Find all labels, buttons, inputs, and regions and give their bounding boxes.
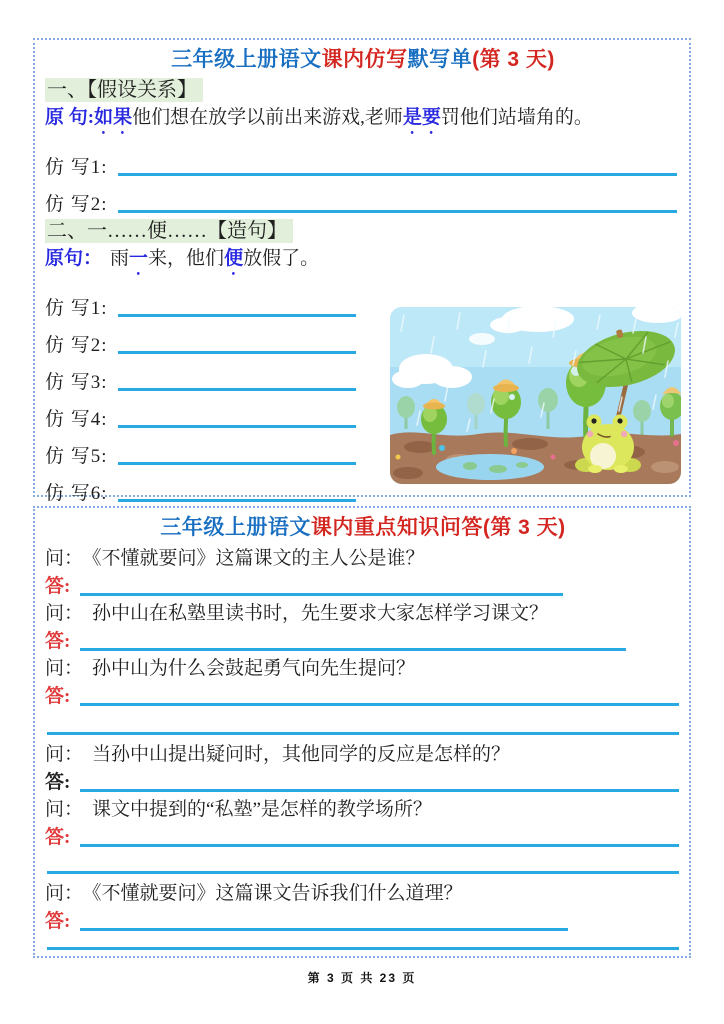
- section1-original-sentence: 原 句:如果他们想在放学以前出来游戏,老师是要罚他们站墙角的。: [45, 107, 593, 128]
- imitation-blank-row-5: 仿 写5:: [45, 431, 390, 468]
- emphasized-word: 便: [224, 248, 244, 269]
- sheet2-title-part1: 三年级上册语文: [160, 516, 311, 539]
- question-row-6: 问： 《不懂就要问》这篇课文告诉我们什么道理？: [45, 883, 463, 904]
- extra-answer-line: [47, 871, 679, 874]
- answer-blank-line: [118, 198, 677, 213]
- answer-blank-line: [80, 691, 679, 706]
- emphasized-word: 一: [129, 248, 149, 269]
- section2-original-sentence: 原句： 雨一来，他们便放假了。: [45, 248, 320, 269]
- answer-blank-line: [118, 376, 356, 391]
- answer-blank-line: [118, 161, 677, 176]
- original-label: 原 句:: [45, 107, 95, 128]
- answer-blank-line: [118, 487, 356, 502]
- imitation-blank-row-2: 仿 写2:: [45, 320, 390, 357]
- extra-answer-line: [47, 732, 679, 735]
- sheet1-title: [45, 46, 681, 73]
- imitation-blank-row-3: 仿 写3:: [45, 357, 390, 394]
- answer-row-1: 答:: [45, 572, 681, 598]
- answer-blank-line: [118, 302, 356, 317]
- imitation-blank-row-6: 仿 写6:: [45, 468, 390, 505]
- section2-heading: 二、一……便……【造句】: [45, 218, 681, 244]
- original-label: 原句：: [45, 248, 103, 269]
- imitation-blank-row-4: 仿 写4:: [45, 394, 390, 431]
- worksheet-box-imitation: [33, 38, 691, 504]
- answer-row-2: 答:: [45, 627, 681, 653]
- sheet1-title-part1: 三年级上册语文: [171, 48, 322, 71]
- extra-answer-line: [47, 947, 679, 950]
- answer-row-6: 答:: [45, 907, 681, 933]
- question-row-5: 问： 课文中提到的“私塾”是怎样的教学场所？: [45, 799, 432, 820]
- section1-heading: 一、【假设关系】: [45, 77, 681, 103]
- sheet2-title-part2: 课内重点知识问答(第 3 天): [310, 516, 566, 539]
- question-row-3: 问： 孙中山为什么会鼓起勇气向先生提问？: [45, 658, 416, 679]
- question-row-2: 问： 孙中山在私塾里读书时，先生要求大家怎样学习课文？: [45, 603, 549, 624]
- answer-blank-line: [118, 450, 356, 465]
- sheet1-title-part3: 默写单: [407, 48, 473, 71]
- sheet1-title-part4: (第 3 天): [472, 48, 555, 71]
- sheet1-title-part2: 课内仿写: [321, 48, 408, 71]
- question-row-1: 问： 《不懂就要问》这篇课文的主人公是谁？: [45, 548, 425, 569]
- imitation-blank-row-2: 仿 写2:: [45, 179, 681, 216]
- answer-blank-line: [118, 339, 356, 354]
- answer-row-3: 答:: [45, 682, 681, 708]
- answer-blank-line: [80, 777, 679, 792]
- answer-blank-line: [80, 916, 568, 931]
- page-indicator: 第 3 页 共 23 页: [307, 971, 417, 985]
- answer-blank-line: [118, 413, 356, 428]
- answer-row-4: 答:: [45, 768, 681, 794]
- emphasized-word: 如果: [94, 107, 133, 128]
- answer-blank-line: [80, 636, 626, 651]
- answer-blank-line: [80, 581, 563, 596]
- sheet2-title: [45, 514, 681, 541]
- rain-frog-illustration: [390, 307, 681, 484]
- emphasized-word: 是要: [402, 107, 441, 128]
- section2-blanks-column: [45, 283, 390, 505]
- question-row-4: 问： 当孙中山提出疑问时，其他同学的反应是怎样的？: [45, 744, 511, 765]
- answer-blank-line: [80, 832, 679, 847]
- answer-row-5: 答:: [45, 823, 681, 849]
- imitation-blank-row-1: 仿 写1:: [45, 142, 681, 179]
- worksheet-box-qa: [33, 506, 691, 958]
- imitation-blank-row-1: 仿 写1:: [45, 283, 390, 320]
